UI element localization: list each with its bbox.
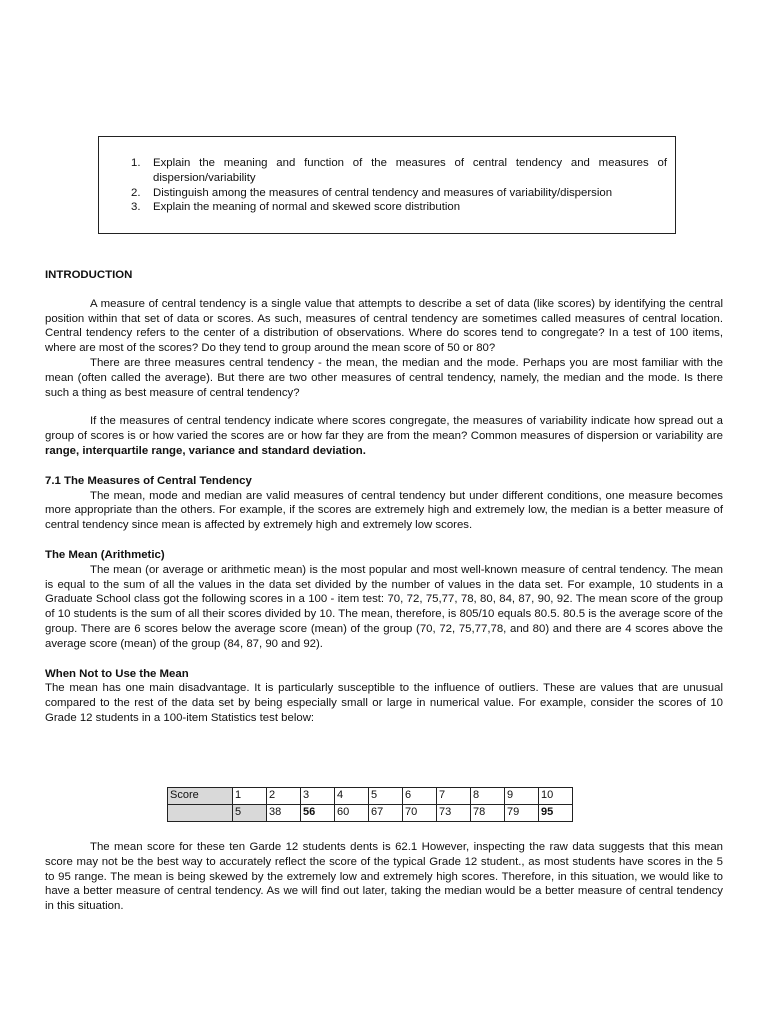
section-71-paragraph: The mean, mode and median are valid measures of central tendency but under different conditions, one measure becomes more appropriate than the others. For example, if the scores are extremely high and extremely low, the median is a better measure of central tendency since mean is affected by extremely high and extremely low scores.	[45, 489, 723, 532]
objectives-box	[98, 136, 676, 234]
list-item	[131, 200, 667, 215]
objective-text: Explain the meaning and function of the measures of central tendency and measures of dispersion/variability	[153, 157, 667, 184]
table-row	[168, 788, 573, 805]
not-mean-paragraph: The mean has one main disadvantage. It is particularly susceptible to the influence of outliers. These are values that are unusual compared to the rest of the data set by being especially small or large in numerical value. For example, consider the scores of 10 Grade 12 students in a 100-item Statistics test below:	[45, 682, 723, 724]
score-value-cell: 73	[437, 805, 471, 822]
student-number-cell: 8	[471, 788, 505, 805]
intro-heading: INTRODUCTION	[45, 269, 133, 281]
intro-paragraph-3-text: If the measures of central tendency indicate where scores congregate, the measures of variability indicate how spread out a group of scores is or how varied the scores are or how far they are from the mean? Common measures of dispersion or variability are	[45, 415, 723, 443]
score-value-cell: 95	[539, 805, 573, 822]
mean-paragraph: The mean (or average or arithmetic mean) is the most popular and most well-known measure of central tendency. The mean is equal to the sum of all the values in the data set divided by the number of values in the data set. For example, 10 students in a Graduate School class got the following scores in a 100 - item test: 70, 72, 75,77, 78, 80, 84, 87, 90, 92. The mean score of the group of 10 students is the sum of all their scores divided by 10. The mean, therefore, is 805/10 equals 80.5. 80.5 is the average score of the group. There are 6 scores below the average score (mean) of the group (70, 72, 75,77,78, and 80) and there are 4 scores above the average score (mean) of the group (84, 87, 90 and 92).	[45, 563, 723, 650]
scores-table	[167, 787, 573, 822]
section-71-heading: 7.1 The Measures of Central Tendency	[45, 474, 252, 487]
score-value-cell: 38	[267, 805, 301, 822]
student-number-cell: 5	[369, 788, 403, 805]
objective-number: 2.	[131, 186, 141, 199]
objective-text: Distinguish among the measures of central tendency and measures of variability/dispersion	[153, 186, 613, 199]
student-number-cell: 1	[233, 788, 267, 805]
objective-text: Explain the meaning of normal and skewed score distribution	[153, 201, 461, 214]
score-label-cell: Score	[168, 788, 233, 805]
intro-paragraph-2: There are three measures central tendency - the mean, the median and the mode. Perhaps you are most familiar with the mean (often called the average). But there are two other measures of central tendency, namely, the median and the mode. Is there such a thing as best measure of central tendency?	[45, 356, 723, 399]
score-value-cell: 67	[369, 805, 403, 822]
score-empty-cell	[168, 805, 233, 822]
student-number-cell: 10	[539, 788, 573, 805]
objective-number: 3.	[131, 201, 141, 214]
document-body	[45, 268, 723, 726]
dispersion-measures-emphasis: range, interquartile range, variance and standard deviation.	[45, 444, 366, 457]
not-mean-heading: When Not to Use the Mean	[45, 667, 189, 680]
score-value-cell: 79	[505, 805, 539, 822]
objective-number: 1.	[131, 157, 141, 169]
student-number-cell: 7	[437, 788, 471, 805]
score-value-cell: 60	[335, 805, 369, 822]
after-table-section	[45, 840, 723, 914]
intro-paragraph-3	[45, 414, 723, 458]
student-number-cell: 4	[335, 788, 369, 805]
score-value-cell: 5	[233, 805, 267, 822]
student-number-cell: 2	[267, 788, 301, 805]
student-number-cell: 9	[505, 788, 539, 805]
after-table-paragraph: The mean score for these ten Garde 12 students dents is 62.1 However, inspecting the raw data suggests that this mean score may not be the best way to accurately reflect the score of the typical Grade 12 student., as most students have scores in the 5 to 95 range. The mean is being skewed by the extremely low and extremely high scores. Therefore, in this situation, we would like to have a better measure of central tendency. As we will find out later, taking the median would be a better measure of central tendency in this situation.	[45, 841, 723, 913]
objectives-list	[131, 156, 667, 215]
list-item	[131, 186, 667, 201]
student-number-cell: 3	[301, 788, 335, 805]
score-value-cell: 56	[301, 805, 335, 822]
list-item	[131, 156, 667, 186]
student-number-cell: 6	[403, 788, 437, 805]
score-value-cell: 78	[471, 805, 505, 822]
intro-paragraph-1: A measure of central tendency is a single value that attempts to describe a set of data (like scores) by identifying the central position within that set of data or scores. As such, measures of central tendency are sometimes called measures of central location. Central tendency refers to the center of a distribution of observations. Where do scores tend to congregate? In a test of 100 items, where are most of the scores? Do they tend to group around the mean score of 50 or 80?	[45, 297, 723, 355]
mean-heading: The Mean (Arithmetic)	[45, 548, 165, 561]
table-row	[168, 805, 573, 822]
score-value-cell: 70	[403, 805, 437, 822]
